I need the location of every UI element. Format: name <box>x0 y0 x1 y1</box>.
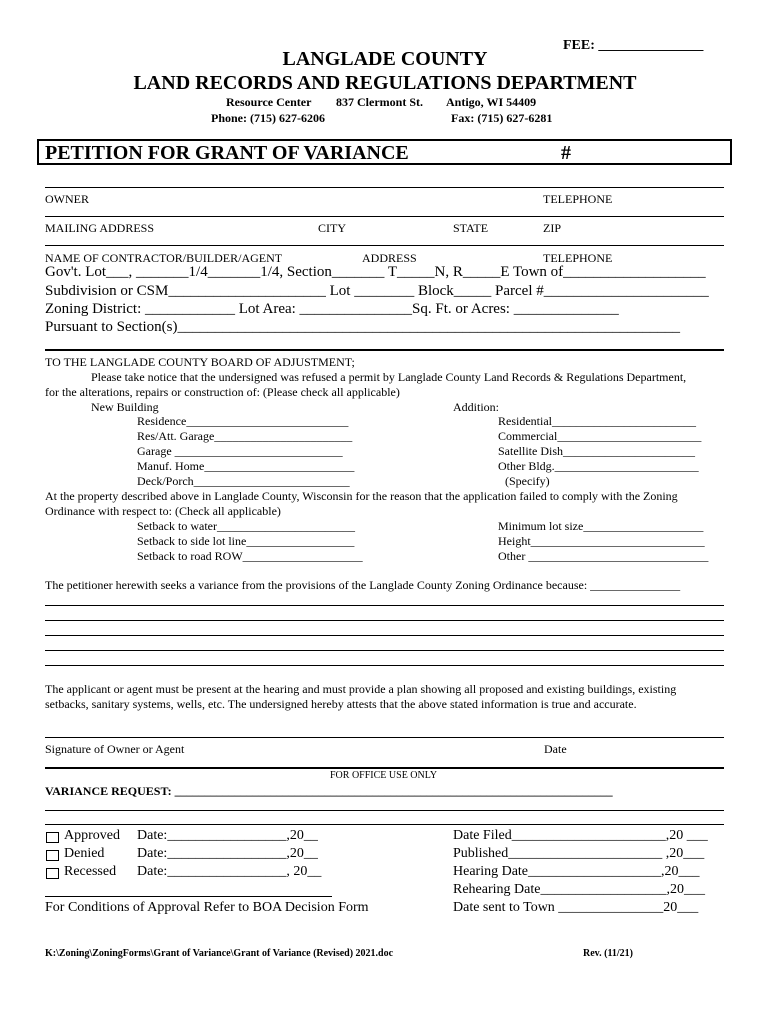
satellite-dish-field[interactable]: Satellite Dish______________________ <box>498 444 695 458</box>
fee-field[interactable]: FEE: _______________ <box>563 38 704 53</box>
recessed-label: Recessed <box>64 864 117 879</box>
reason-line-1: At the property described above in Langlade County, Wisconsin for the reason that the application failed to comply with the Zoning <box>45 489 678 503</box>
denied-label: Denied <box>64 846 105 861</box>
because-line-5[interactable] <box>45 665 724 666</box>
specify-label: (Specify) <box>505 474 550 488</box>
fax-number: Fax: (715) 627-6281 <box>451 111 553 125</box>
property-line-subdivision[interactable]: Subdivision or CSM_____________________ Lot ________ Block_____ Parcel #______________________ <box>45 283 709 299</box>
manuf-home-field[interactable]: Manuf. Home_________________________ <box>137 459 355 473</box>
approved-date-field[interactable]: Date:_________________,20__ <box>137 828 318 843</box>
mailing-address-label: MAILING ADDRESS <box>45 221 155 235</box>
office-divider <box>45 767 724 769</box>
other-field[interactable]: Other ______________________________ <box>498 549 709 563</box>
resource-center: Resource Center <box>226 95 312 109</box>
reason-line-2: Ordinance with respect to: (Check all applicable) <box>45 504 281 518</box>
city-label: CITY <box>318 221 346 235</box>
owner-line[interactable] <box>45 187 724 188</box>
signature-label: Signature of Owner or Agent <box>45 742 185 756</box>
variance-request-field[interactable]: VARIANCE REQUEST: _________________________________________________________________________ <box>45 784 613 798</box>
revision: Rev. (11/21) <box>583 948 633 959</box>
petition-title: PETITION FOR GRANT OF VARIANCE <box>45 142 409 164</box>
other-bldg-field[interactable]: Other Bldg.________________________ <box>498 459 699 473</box>
department-title: LAND RECORDS AND REGULATIONS DEPARTMENT <box>133 72 637 94</box>
section-divider <box>45 349 724 351</box>
rehearing-date-field[interactable]: Rehearing Date__________________,20___ <box>453 882 705 897</box>
setback-road-field[interactable]: Setback to road ROW____________________ <box>137 549 363 563</box>
addition-label: Addition: <box>453 400 500 414</box>
approved-checkbox[interactable] <box>46 832 59 843</box>
state-label: STATE <box>453 221 489 235</box>
date-label: Date <box>544 742 567 756</box>
conditions-line[interactable] <box>45 896 332 897</box>
commercial-field[interactable]: Commercial________________________ <box>498 429 702 443</box>
notice-line-1: Please take notice that the undersigned was refused a permit by Langlade County Land Records & Regulations Department, <box>91 370 687 384</box>
contractor-label: NAME OF CONTRACTOR/BUILDER/AGENT <box>45 251 283 265</box>
because-line-1[interactable] <box>45 605 724 606</box>
hearing-date-field[interactable]: Hearing Date___________________,20___ <box>453 864 700 879</box>
mailing-line[interactable] <box>45 216 724 217</box>
property-line-section[interactable]: Pursuant to Section(s)___________________________________________________________________ <box>45 319 680 335</box>
variance-because[interactable]: The petitioner herewith seeks a variance from the provisions of the Langlade County Zoning Ordinance because: _______________ <box>45 578 681 592</box>
contractor-telephone-label: TELEPHONE <box>543 251 613 265</box>
petition-number[interactable]: # <box>561 142 571 164</box>
residence-field[interactable]: Residence___________________________ <box>137 414 349 428</box>
date-filed-field[interactable]: Date Filed______________________,20 ___ <box>453 828 708 843</box>
hearing-line-2: setbacks, sanitary systems, wells, etc. The undersigned hereby attests that the above stated information is true and accurate. <box>45 697 637 711</box>
request-line-1[interactable] <box>45 810 724 811</box>
property-line-lot[interactable]: Gov't. Lot___, _______1/4_______1/4, Section_______ T_____N, R_____E Town of___________________ <box>45 264 706 280</box>
denied-checkbox[interactable] <box>46 850 59 861</box>
denied-date-field[interactable]: Date:_________________,20__ <box>137 846 318 861</box>
recessed-checkbox[interactable] <box>46 868 59 879</box>
because-line-3[interactable] <box>45 635 724 636</box>
hearing-line-1: The applicant or agent must be present at the hearing and must provide a plan showing all proposed and existing buildings, existing <box>45 682 677 696</box>
signature-line[interactable] <box>45 737 724 738</box>
recessed-date-field[interactable]: Date:_________________, 20__ <box>137 864 322 879</box>
deck-porch-field[interactable]: Deck/Porch__________________________ <box>137 474 350 488</box>
because-line-4[interactable] <box>45 650 724 651</box>
res-garage-field[interactable]: Res/Att. Garage_______________________ <box>137 429 353 443</box>
contractor-address-label: ADDRESS <box>362 251 417 265</box>
notice-line-2: for the alterations, repairs or construction of: (Please check all applicable) <box>45 385 400 399</box>
city-zip: Antigo, WI 54409 <box>446 95 537 109</box>
conditions-note: For Conditions of Approval Refer to BOA Decision Form <box>45 900 369 915</box>
office-use-label: FOR OFFICE USE ONLY <box>330 770 438 781</box>
approved-label: Approved <box>64 828 120 843</box>
published-field[interactable]: Published______________________ ,20___ <box>453 846 705 861</box>
property-line-zoning[interactable]: Zoning District: ____________ Lot Area: _______________Sq. Ft. or Acres: ______________ <box>45 301 619 317</box>
telephone-label: TELEPHONE <box>543 192 613 206</box>
because-line-2[interactable] <box>45 620 724 621</box>
board-heading: TO THE LANGLADE COUNTY BOARD OF ADJUSTMENT; <box>45 355 355 369</box>
min-lot-size-field[interactable]: Minimum lot size____________________ <box>498 519 704 533</box>
owner-label: OWNER <box>45 192 89 206</box>
new-building-label: New Building <box>91 400 159 414</box>
contractor-line[interactable] <box>45 245 724 246</box>
setback-water-field[interactable]: Setback to water_______________________ <box>137 519 355 533</box>
street-address: 837 Clermont St. <box>336 95 423 109</box>
date-sent-to-town-field[interactable]: Date sent to Town _______________20___ <box>453 900 699 915</box>
garage-field[interactable]: Garage ____________________________ <box>137 444 343 458</box>
residential-field[interactable]: Residential________________________ <box>498 414 696 428</box>
setback-side-field[interactable]: Setback to side lot line__________________ <box>137 534 355 548</box>
phone-number: Phone: (715) 627-6206 <box>211 111 325 125</box>
county-title: LANGLADE COUNTY <box>282 48 488 70</box>
file-path: K:\Zoning\ZoningForms\Grant of Variance\Grant of Variance (Revised) 2021.doc <box>45 948 394 959</box>
zip-label: ZIP <box>543 221 561 235</box>
request-line-2[interactable] <box>45 824 724 825</box>
height-field[interactable]: Height_____________________________ <box>498 534 705 548</box>
